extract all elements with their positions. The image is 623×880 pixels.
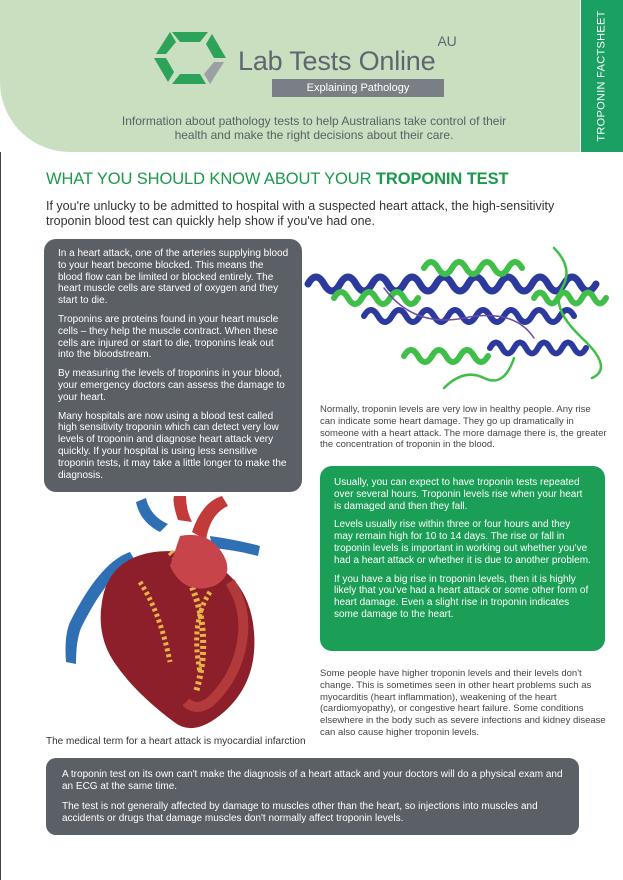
lead-paragraph: If you're unlucky to be admitted to hospital with a suspected heart attack, the high-sensitivity troponin blood test can quickly help show if you've had one. <box>46 199 555 228</box>
info-paragraph: Levels usually rise within three or four hours and they may remain high for 10 to 14 days. The rise or fall in troponin levels is important in working out whether you've had a heart attack or whether it is due to another problem. <box>334 519 591 566</box>
title-bold: TROPONIN TEST <box>375 170 509 188</box>
info-paragraph: Usually, you can expect to have troponin tests repeated over several hours. Troponin levels rise when your heart is damaged and then they fall. <box>334 477 583 512</box>
info-box-testing <box>320 466 605 651</box>
intro-text: Information about pathology tests to help Australians take control of their health and make the right decisions about their care. <box>121 114 507 142</box>
heart-caption-prefix: The medical term for a heart attack is <box>46 736 214 747</box>
info-paragraph: Many hospitals are now using a blood test called high sensitivity troponin which can detect very low levels of troponin and diagnose heart attack very quickly. If your hospital is using less sensitive troponin tests, it may take a little longer to make the diagnosis. <box>58 410 287 481</box>
info-box-heart-attack <box>44 239 302 492</box>
lab-tests-online-logo <box>152 28 228 88</box>
side-tab <box>581 0 623 152</box>
info-paragraph: If you have a big rise in troponin levels, then it is highly likely that you've had a heart attack or some other form of heart damage. Even a slight rise in troponin indicates some damage to the heart. <box>334 573 589 620</box>
brand-name-text: Lab Tests Online <box>238 46 436 76</box>
info-box-bottom <box>46 758 579 835</box>
page-edge-rule <box>0 152 1 880</box>
heart-caption <box>46 736 306 747</box>
info-paragraph: In a heart attack, one of the arteries supplying blood to your heart become blocked. This means the blood flow can be limited or blocked entirely. The heart muscle cells are starved of oxygen and they start to die. <box>58 248 289 307</box>
side-tab-label: TROPONIN FACTSHEET <box>596 10 608 142</box>
info-paragraph: A troponin test on its own can't make the diagnosis of a heart attack and your doctors will do a physical exam and an ECG at the same time. <box>62 769 563 792</box>
info-paragraph: By measuring the levels of troponins in your blood, your emergency doctors can assess the damage to your heart. <box>58 368 285 403</box>
title-prefix: WHAT YOU SHOULD KNOW ABOUT YOUR <box>46 170 376 188</box>
anatomical-heart-image <box>60 492 300 732</box>
brand-sup: AU <box>437 33 457 49</box>
info-paragraph: The test is not generally affected by damage to muscles other than the heart, so injections into muscles and accidents or drugs that damage muscles don't normally affect troponin levels. <box>62 801 538 824</box>
info-paragraph: Troponins are proteins found in your heart muscle cells – they help the muscle contract. When these cells are injured or start to die, troponins leak out into the bloodstream. <box>58 313 279 361</box>
protein-caption: Normally, troponin levels are very low in healthy people. Any rise can indicate some heart damage. They go up dramatically in someone with a heart attack. The more damage there is, the greater the concentration of troponin in the blood. <box>320 404 607 451</box>
heart-caption-term: myocardial infarction <box>213 736 306 747</box>
brand-tagline: Explaining Pathology <box>272 79 444 97</box>
troponin-protein-image <box>304 238 619 400</box>
other-causes-caption: Some people have higher troponin levels and their levels don't change. This is sometimes seen in other heart problems such as myocarditis (heart inflammation), weakening of the heart (cardiomyopathy), or congestive heart failure. Some conditions elsewhere in the body such as severe infections and kidney disease can also cause higher troponin levels. <box>320 668 606 738</box>
page-title <box>46 170 508 189</box>
brand-name <box>238 33 457 77</box>
